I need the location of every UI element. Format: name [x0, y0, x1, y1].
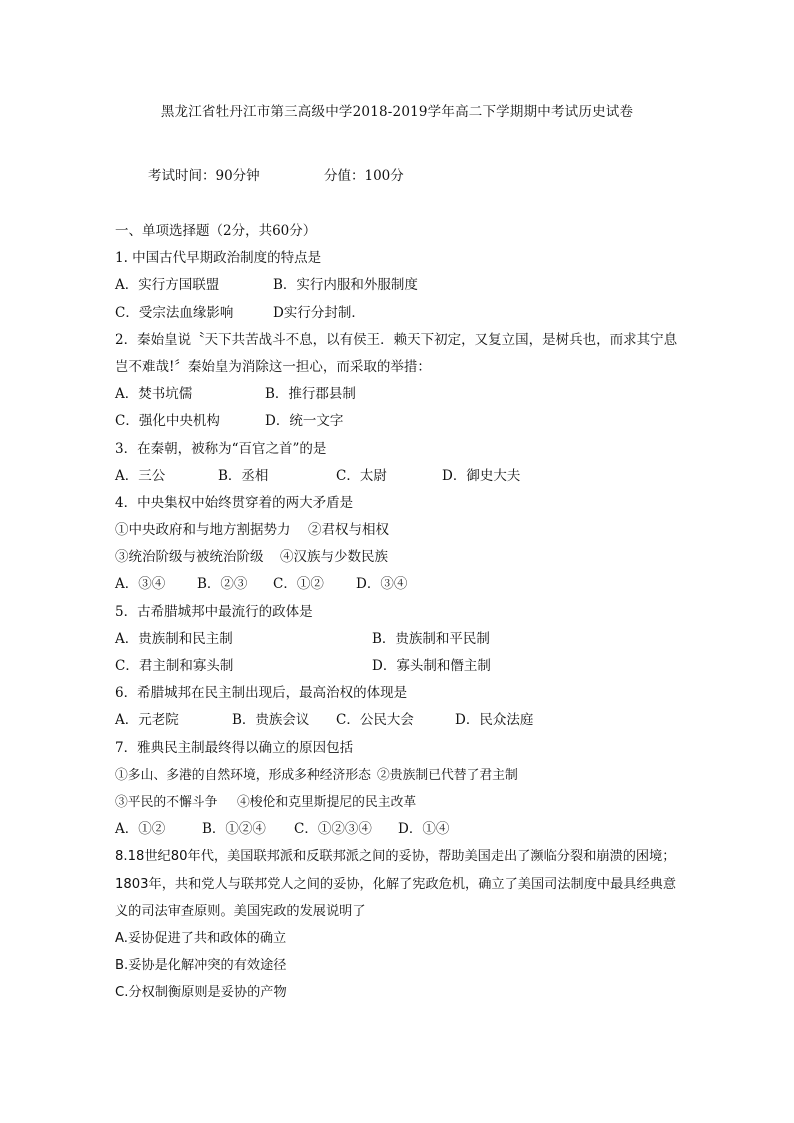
question-7-items-row1 [115, 762, 681, 789]
q5-option-c: C．君主制和寡头制 [115, 658, 234, 675]
exam-meta [148, 164, 404, 184]
exam-time: 考试时间：90分钟 [148, 168, 260, 184]
question-2-options-row1 [115, 381, 681, 408]
question-6-options [115, 707, 681, 734]
question-3-stem: 3．在秦朝，被称为“百官之首”的是 [115, 440, 327, 457]
q8-option-b: B.妥协是化解冲突的有效途径 [115, 958, 287, 974]
exam-body [115, 218, 681, 1007]
q6-option-c: C．公民大会 [336, 712, 414, 729]
question-4-stem: 4．中央集权中始终贯穿着的两大矛盾是 [115, 494, 354, 511]
q6-option-d: D．民众法庭 [455, 712, 534, 729]
question-2-options-row2 [115, 408, 681, 435]
q4-option-c: C．①② [273, 576, 324, 593]
q8-option-c: C.分权制衡原则是妥协的产物 [115, 985, 287, 1001]
question-3-options [115, 463, 681, 490]
question-4-items-row1 [115, 517, 681, 544]
q6-option-a: A．元老院 [115, 712, 179, 729]
q2-option-d: D．统一文字 [265, 413, 344, 430]
q2-option-c: C．强化中央机构 [115, 413, 220, 430]
question-4-items-row2 [115, 544, 681, 571]
question-5-stem: 5．古希腊城邦中最流行的政体是 [115, 603, 313, 620]
q7-option-a: A．①② [115, 821, 166, 838]
q2-option-b: B．推行郡县制 [265, 386, 356, 403]
section-heading: 一、单项选择题（2分，共60分） [115, 223, 317, 239]
question-6-stem: 6．希腊城邦在民主制出现后，最高治权的体现是 [115, 685, 408, 702]
q4-option-a: A．③④ [115, 576, 166, 593]
q4-item-1: ①中央政府和与地方割据势力 [115, 522, 291, 539]
q1-option-d: D实行分封制． [273, 304, 365, 321]
question-5-options-row1 [115, 626, 681, 653]
question-1-options-row2 [115, 300, 681, 327]
q3-option-b: B．丞相 [218, 467, 269, 484]
question-4-options [115, 571, 681, 598]
q4-item-4: ④汉族与少数民族 [280, 549, 388, 566]
q2-option-a: A．焚书坑儒 [115, 386, 193, 403]
q7-item-2: ②贵族制已代替了君主制 [377, 767, 518, 783]
q7-item-4: ④梭伦和克里斯提尼的民主改革 [237, 794, 417, 810]
question-1-stem: 1. 中国古代早期政治制度的特点是 [115, 250, 322, 267]
q4-option-b: B．②③ [197, 576, 248, 593]
q8-option-a: A.妥协促进了共和政体的确立 [115, 930, 287, 946]
q7-option-c: C．①②③④ [294, 821, 372, 838]
q1-option-a: A．实行方国联盟 [115, 277, 220, 294]
q7-item-3: ③平民的不懈斗争 [115, 794, 218, 810]
exam-title: 黑龙江省牡丹江市第三高级中学2018-2019学年高二下学期期中考试历史试卷 [160, 104, 634, 120]
question-8-stem: 8.18世纪80年代，美国联邦派和反联邦派之间的妥协，帮助美国走出了濒临分裂和崩溃的困境；1803年，共和党人与联邦党人之间的妥协，化解了宪政危机，确立了美国司法制度中最具经典意义的司法审查原则。美国宪政的发展说明了 [115, 849, 677, 919]
q7-option-b: B．①②④ [202, 821, 266, 838]
question-2-stem: 2．秦始皇说〝天下共苦战斗不息，以有侯王．赖天下初定，又复立国，是树兵也，而求其宁息岂不难哉!〞秦始皇为消除这一担心，而采取的举措： [115, 331, 678, 375]
q3-option-a: A．三公 [115, 467, 166, 484]
q4-option-d: D．③④ [356, 576, 408, 593]
q3-option-d: D．御史大夫 [442, 467, 521, 484]
q5-option-b: B．贵族制和平民制 [372, 630, 490, 647]
question-1-options-row1 [115, 272, 681, 299]
q4-item-2: ②君权与相权 [308, 522, 389, 539]
q1-option-c: C．受宗法血缘影响 [115, 304, 234, 321]
q3-option-c: C．太尉 [336, 467, 387, 484]
q5-option-d: D．寡头制和僭主制 [372, 658, 491, 675]
question-7-stem: 7．雅典民主制最终得以确立的原因包括 [115, 739, 354, 756]
exam-score: 分值：100分 [323, 168, 404, 184]
q7-option-d: D．①④ [398, 821, 450, 838]
question-5-options-row2 [115, 653, 681, 680]
question-7-items-row2 [115, 789, 681, 816]
q7-item-1: ①多山、多港的自然环境，形成多种经济形态 [115, 767, 371, 783]
q6-option-b: B．贵族会议 [232, 712, 310, 729]
q5-option-a: A．贵族制和民主制 [115, 630, 233, 647]
q1-option-b: B．实行内服和外服制度 [273, 277, 418, 294]
question-7-options [115, 816, 681, 843]
q4-item-3: ③统治阶级与被统治阶级 [115, 549, 264, 566]
